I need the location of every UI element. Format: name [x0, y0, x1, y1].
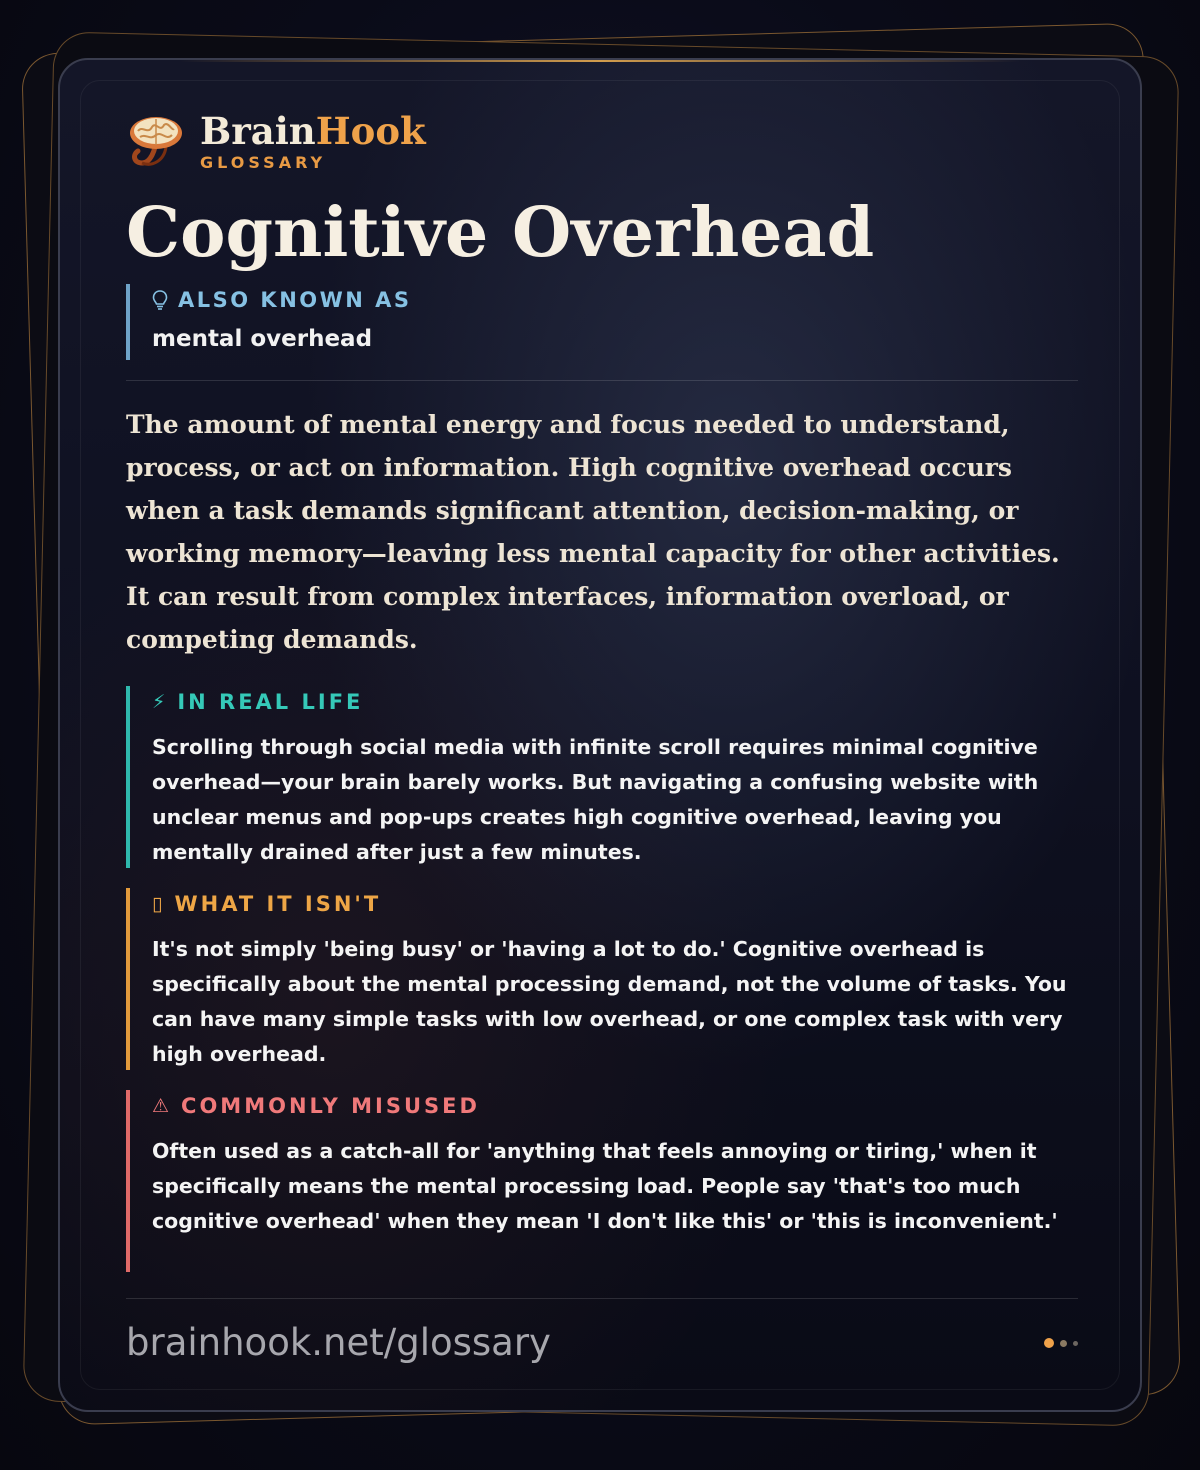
footer-url-link[interactable]: brainhook.net/glossary	[126, 1321, 551, 1364]
section-commonly-misused	[126, 1090, 1078, 1272]
section-what-it-isnt	[126, 888, 1078, 1070]
section-text: Scrolling through social media with infinite scroll requires minimal cognitive overhead—your brain barely works. But navigating a confusing website with unclear menus and pop-ups creates high cognitive overhead, leaving you mentally drained after just a few minutes.	[152, 735, 1039, 864]
brand-subtitle: GLOSSARY	[200, 152, 327, 172]
warning-icon: ⚠	[152, 1095, 170, 1117]
pagination-dots	[1044, 1338, 1078, 1348]
page-dot	[1060, 1340, 1067, 1347]
section-label: COMMONLY MISUSED	[181, 1094, 480, 1118]
lightbulb-icon	[152, 290, 168, 310]
divider-top	[126, 380, 1078, 381]
section-label: WHAT IT ISN'T	[174, 892, 382, 916]
divider-bottom	[126, 1298, 1078, 1299]
term-definition: The amount of mental energy and focus needed to understand, process, or act on information. High cognitive overhead occurs when a task demands significant attention, decision-making, or working memory—leaving less mental capacity for other activities. It can result from complex interfaces, information overload, or competing demands.	[126, 410, 1060, 654]
brand-header	[126, 106, 426, 176]
page-dot-active	[1044, 1338, 1054, 1348]
section-label: IN REAL LIFE	[177, 690, 364, 714]
aka-label: ALSO KNOWN AS	[178, 288, 412, 312]
brain-hook-icon	[126, 111, 186, 171]
section-text: Often used as a catch-all for 'anything that feels annoying or tiring,' when it specifically means the mental processing load. People say 'that's too much cognitive overhead' when they mean 'I don't like this' or 'this is inconvenient.'	[152, 1139, 1058, 1233]
lightning-icon: ⚡	[152, 691, 166, 713]
brand-name-hook: Hook	[315, 108, 426, 153]
section-in-real-life	[126, 686, 1078, 868]
aka-value: mental overhead	[152, 326, 373, 352]
brand-name-brain: Brain	[200, 108, 316, 153]
missing-glyph-icon: ▯	[152, 893, 163, 915]
also-known-as-block	[126, 284, 1078, 360]
page-dot	[1073, 1341, 1078, 1346]
section-text: It's not simply 'being busy' or 'having a lot to do.' Cognitive overhead is specifically about the mental processing demand, not the volume of tasks. You can have many simple tasks with low overhead, or one complex task with very high overhead.	[152, 937, 1067, 1066]
term-title: Cognitive Overhead	[126, 193, 875, 273]
glossary-card	[58, 58, 1142, 1412]
card-top-glow	[180, 60, 1020, 62]
brand-name	[200, 108, 426, 153]
